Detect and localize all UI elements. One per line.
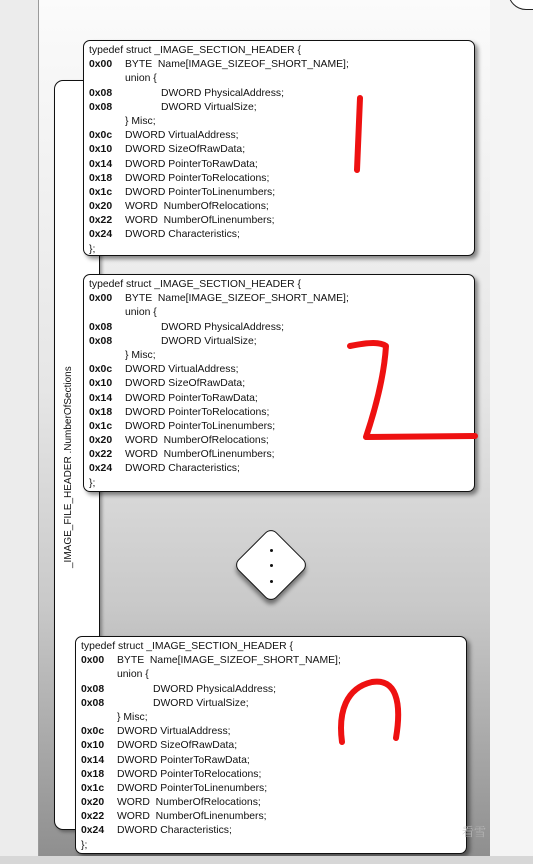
field-text: typedef struct _IMAGE_SECTION_HEADER { xyxy=(89,279,301,290)
field-offset: 0x20 xyxy=(89,201,113,213)
struct-line xyxy=(89,101,474,115)
field-text: DWORD SizeOfRawData; xyxy=(117,740,238,752)
field-offset: 0x22 xyxy=(81,811,105,823)
field-text: DWORD VirtualSize; xyxy=(161,101,257,113)
struct-line xyxy=(89,214,474,228)
field-text: WORD NumberOfRelocations; xyxy=(125,201,269,213)
struct-line xyxy=(89,115,474,129)
struct-line xyxy=(81,782,466,796)
field-offset: 0x08 xyxy=(89,321,113,333)
struct-line xyxy=(81,754,466,768)
field-text: DWORD PointerToRawData; xyxy=(125,158,258,170)
field-text: BYTE Name[IMAGE_SIZEOF_SHORT_NAME]; xyxy=(125,59,349,71)
field-offset: 0x14 xyxy=(89,158,113,170)
watermark: 看雪 xyxy=(462,825,487,839)
struct-line xyxy=(81,824,466,838)
struct-line xyxy=(89,243,474,257)
struct-line xyxy=(89,448,474,462)
field-offset: 0x08 xyxy=(81,697,105,709)
field-offset: 0x24 xyxy=(89,229,113,241)
ellipsis-dot xyxy=(270,580,273,583)
field-offset: 0x0c xyxy=(89,130,113,142)
struct-line xyxy=(89,462,474,476)
field-text: DWORD PhysicalAddress; xyxy=(153,683,276,695)
field-text: union { xyxy=(125,73,157,85)
field-offset: 0x14 xyxy=(89,392,113,404)
annotation-number-2 xyxy=(340,330,485,450)
struct-line xyxy=(89,44,474,58)
field-offset: 0x08 xyxy=(89,87,113,99)
struct-line xyxy=(89,87,474,101)
field-text: WORD NumberOfLinenumbers; xyxy=(125,215,275,227)
field-offset: 0x20 xyxy=(81,797,105,809)
field-text: }; xyxy=(81,839,88,851)
struct-line xyxy=(89,306,474,320)
field-text: DWORD PhysicalAddress; xyxy=(161,87,284,99)
field-offset: 0x18 xyxy=(89,172,113,184)
field-text: } Misc; xyxy=(125,349,156,361)
right-margin xyxy=(490,0,533,864)
field-text: DWORD VirtualSize; xyxy=(161,335,257,347)
field-text: BYTE Name[IMAGE_SIZEOF_SHORT_NAME]; xyxy=(117,655,341,667)
field-text: DWORD VirtualAddress; xyxy=(117,726,231,738)
field-offset: 0x24 xyxy=(81,825,105,837)
field-offset: 0x00 xyxy=(89,59,113,71)
struct-line xyxy=(81,810,466,824)
ellipsis-dot xyxy=(270,549,273,552)
ellipsis-dot xyxy=(270,564,273,567)
field-text: DWORD PointerToLinenumbers; xyxy=(117,782,268,794)
field-text: }; xyxy=(89,477,96,489)
field-text: DWORD PointerToRelocations; xyxy=(125,406,270,418)
field-text: DWORD PointerToLinenumbers; xyxy=(125,420,276,432)
field-offset: 0x10 xyxy=(89,378,113,390)
struct-line xyxy=(89,172,474,186)
field-text: DWORD Characteristics; xyxy=(125,229,240,241)
struct-line xyxy=(81,768,466,782)
field-offset: 0x20 xyxy=(89,435,113,447)
field-offset: 0x0c xyxy=(89,364,113,376)
field-text: union { xyxy=(117,669,149,681)
struct-line xyxy=(89,200,474,214)
field-text: union { xyxy=(125,307,157,319)
struct-line xyxy=(89,228,474,242)
struct-line xyxy=(89,129,474,143)
field-text: WORD NumberOfRelocations; xyxy=(125,435,269,447)
struct-line xyxy=(89,143,474,157)
annotation-number-1 xyxy=(340,90,380,180)
file-header-label: _IMAGE_FILE_HEADER .NumberOfSections xyxy=(63,366,74,568)
bottom-bar xyxy=(0,856,533,864)
field-offset: 0x00 xyxy=(89,293,113,305)
field-text: DWORD VirtualAddress; xyxy=(125,130,239,142)
struct-line xyxy=(89,477,474,491)
field-offset: 0x08 xyxy=(81,683,105,695)
struct-line xyxy=(81,640,466,654)
field-text: DWORD PointerToRelocations; xyxy=(117,768,262,780)
field-text: } Misc; xyxy=(125,115,156,127)
field-text: DWORD Characteristics; xyxy=(125,463,240,475)
section-header-box-1 xyxy=(83,40,475,256)
field-offset: 0x0c xyxy=(81,726,105,738)
struct-line xyxy=(89,292,474,306)
field-text: }; xyxy=(89,243,96,255)
struct-line xyxy=(81,839,466,853)
struct-line xyxy=(89,158,474,172)
field-offset: 0x10 xyxy=(81,740,105,752)
field-text: DWORD Characteristics; xyxy=(117,825,232,837)
field-text: BYTE Name[IMAGE_SIZEOF_SHORT_NAME]; xyxy=(125,293,349,305)
struct-line xyxy=(81,796,466,810)
field-text: DWORD VirtualAddress; xyxy=(125,364,239,376)
field-text: DWORD PhysicalAddress; xyxy=(161,321,284,333)
annotation-letter-n xyxy=(330,672,410,752)
field-text: WORD NumberOfLinenumbers; xyxy=(125,449,275,461)
field-offset: 0x1c xyxy=(81,782,105,794)
field-text: DWORD VirtualSize; xyxy=(153,697,249,709)
field-text: DWORD SizeOfRawData; xyxy=(125,144,246,156)
struct-line xyxy=(89,278,474,292)
struct-line xyxy=(89,58,474,72)
field-offset: 0x18 xyxy=(81,768,105,780)
field-offset: 0x18 xyxy=(89,406,113,418)
field-offset: 0x1c xyxy=(89,420,113,432)
struct-line xyxy=(89,186,474,200)
field-text: DWORD PointerToLinenumbers; xyxy=(125,186,276,198)
field-text: DWORD PointerToRawData; xyxy=(117,754,250,766)
struct-line xyxy=(89,72,474,86)
field-offset: 0x08 xyxy=(89,101,113,113)
field-offset: 0x22 xyxy=(89,449,113,461)
field-text: WORD NumberOfRelocations; xyxy=(117,797,261,809)
field-offset: 0x14 xyxy=(81,754,105,766)
field-offset: 0x24 xyxy=(89,463,113,475)
field-text: DWORD PointerToRelocations; xyxy=(125,172,270,184)
field-text: WORD NumberOfLinenumbers; xyxy=(117,811,267,823)
field-offset: 0x08 xyxy=(89,335,113,347)
field-text: typedef struct _IMAGE_SECTION_HEADER { xyxy=(81,641,293,652)
field-offset: 0x22 xyxy=(89,215,113,227)
field-text: typedef struct _IMAGE_SECTION_HEADER { xyxy=(89,45,301,56)
struct-line xyxy=(81,654,466,668)
field-text: DWORD SizeOfRawData; xyxy=(125,378,246,390)
field-text: DWORD PointerToRawData; xyxy=(125,392,258,404)
field-text: } Misc; xyxy=(117,711,148,723)
field-offset: 0x1c xyxy=(89,186,113,198)
field-offset: 0x10 xyxy=(89,144,113,156)
field-offset: 0x00 xyxy=(81,655,105,667)
